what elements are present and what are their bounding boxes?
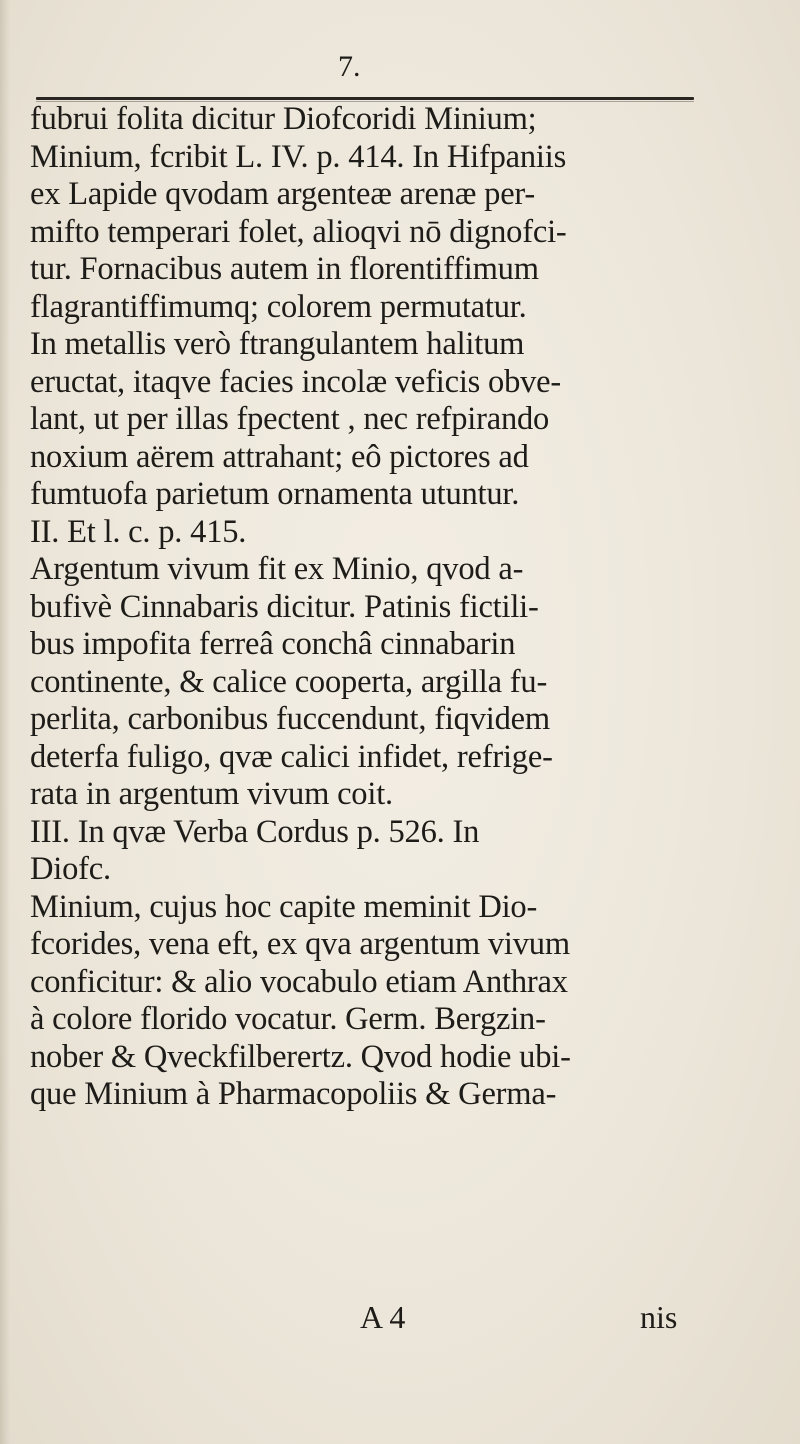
text-line: Minium, fcribit L. IV. p. 414. In Hifpaniis <box>30 138 567 175</box>
text-line: que Minium à Pharmacopoliis & Germa- <box>30 1076 557 1112</box>
text-line: Argentum vivum fit ex Minio, qvod a- <box>30 551 524 587</box>
text-line: noxium aërem attrahant; eô pictores ad <box>30 438 529 475</box>
catchword: nis <box>640 1299 678 1335</box>
text-line: Minium, cujus hoc capite meminit Dio- <box>30 888 538 925</box>
text-line: mifto temperari folet, alioqvi nō dignofci- <box>30 213 567 250</box>
page-gutter-shadow <box>0 0 10 1444</box>
text-line: lant, ut per illas fpectent , nec refpirando <box>30 401 550 437</box>
text-line: ex Lapide qvodam argenteæ arenæ per- <box>30 176 536 212</box>
signature-mark: A 4 <box>360 1299 406 1335</box>
text-line: deterfa fuligo, qvæ calici infidet, refrige- <box>30 738 553 775</box>
text-line: fumtuofa parietum ornamenta utuntur. <box>30 476 520 512</box>
text-line: Diofc. <box>30 851 111 887</box>
section-heading: III. In qvæ Verba Cordus p. 526. In <box>30 813 480 850</box>
section-heading: II. Et l. c. p. 415. <box>30 513 247 550</box>
text-line: tur. Fornacibus autem in florentiffimum <box>30 251 539 287</box>
text-line: fubrui folita dicitur Diofcoridi Minium; <box>30 101 537 137</box>
text-line: rata in argentum vivum coit. <box>30 776 393 812</box>
body-text <box>30 101 770 1114</box>
header-rule <box>36 97 694 100</box>
text-line: bufivè Cinnabaris dicitur. Patinis fictili- <box>30 588 539 625</box>
text-line: perlita, carbonibus fuccendunt, fiqvidem <box>30 701 550 737</box>
text-line: conficitur: & alio vocabulo etiam Anthrax <box>30 963 568 1000</box>
text-line: flagrantiffimumq; colorem permutatur. <box>30 288 527 325</box>
text-line: In metallis verò ftrangulantem halitum <box>30 326 525 362</box>
text-line: eructat, itaqve facies incolæ veficis obve- <box>30 363 562 400</box>
text-line: à colore florido vocatur. Germ. Bergzin- <box>30 1001 546 1037</box>
text-line: continente, & calice cooperta, argilla fu- <box>30 663 548 700</box>
text-line: fcorides, vena eft, ex qva argentum vivum <box>30 926 570 962</box>
page-number: 7. <box>338 50 361 83</box>
text-line: nober & Qveckfilberertz. Qvod hodie ubi- <box>30 1038 571 1075</box>
text-line: bus impofita ferreâ conchâ cinnabarin <box>30 626 516 662</box>
